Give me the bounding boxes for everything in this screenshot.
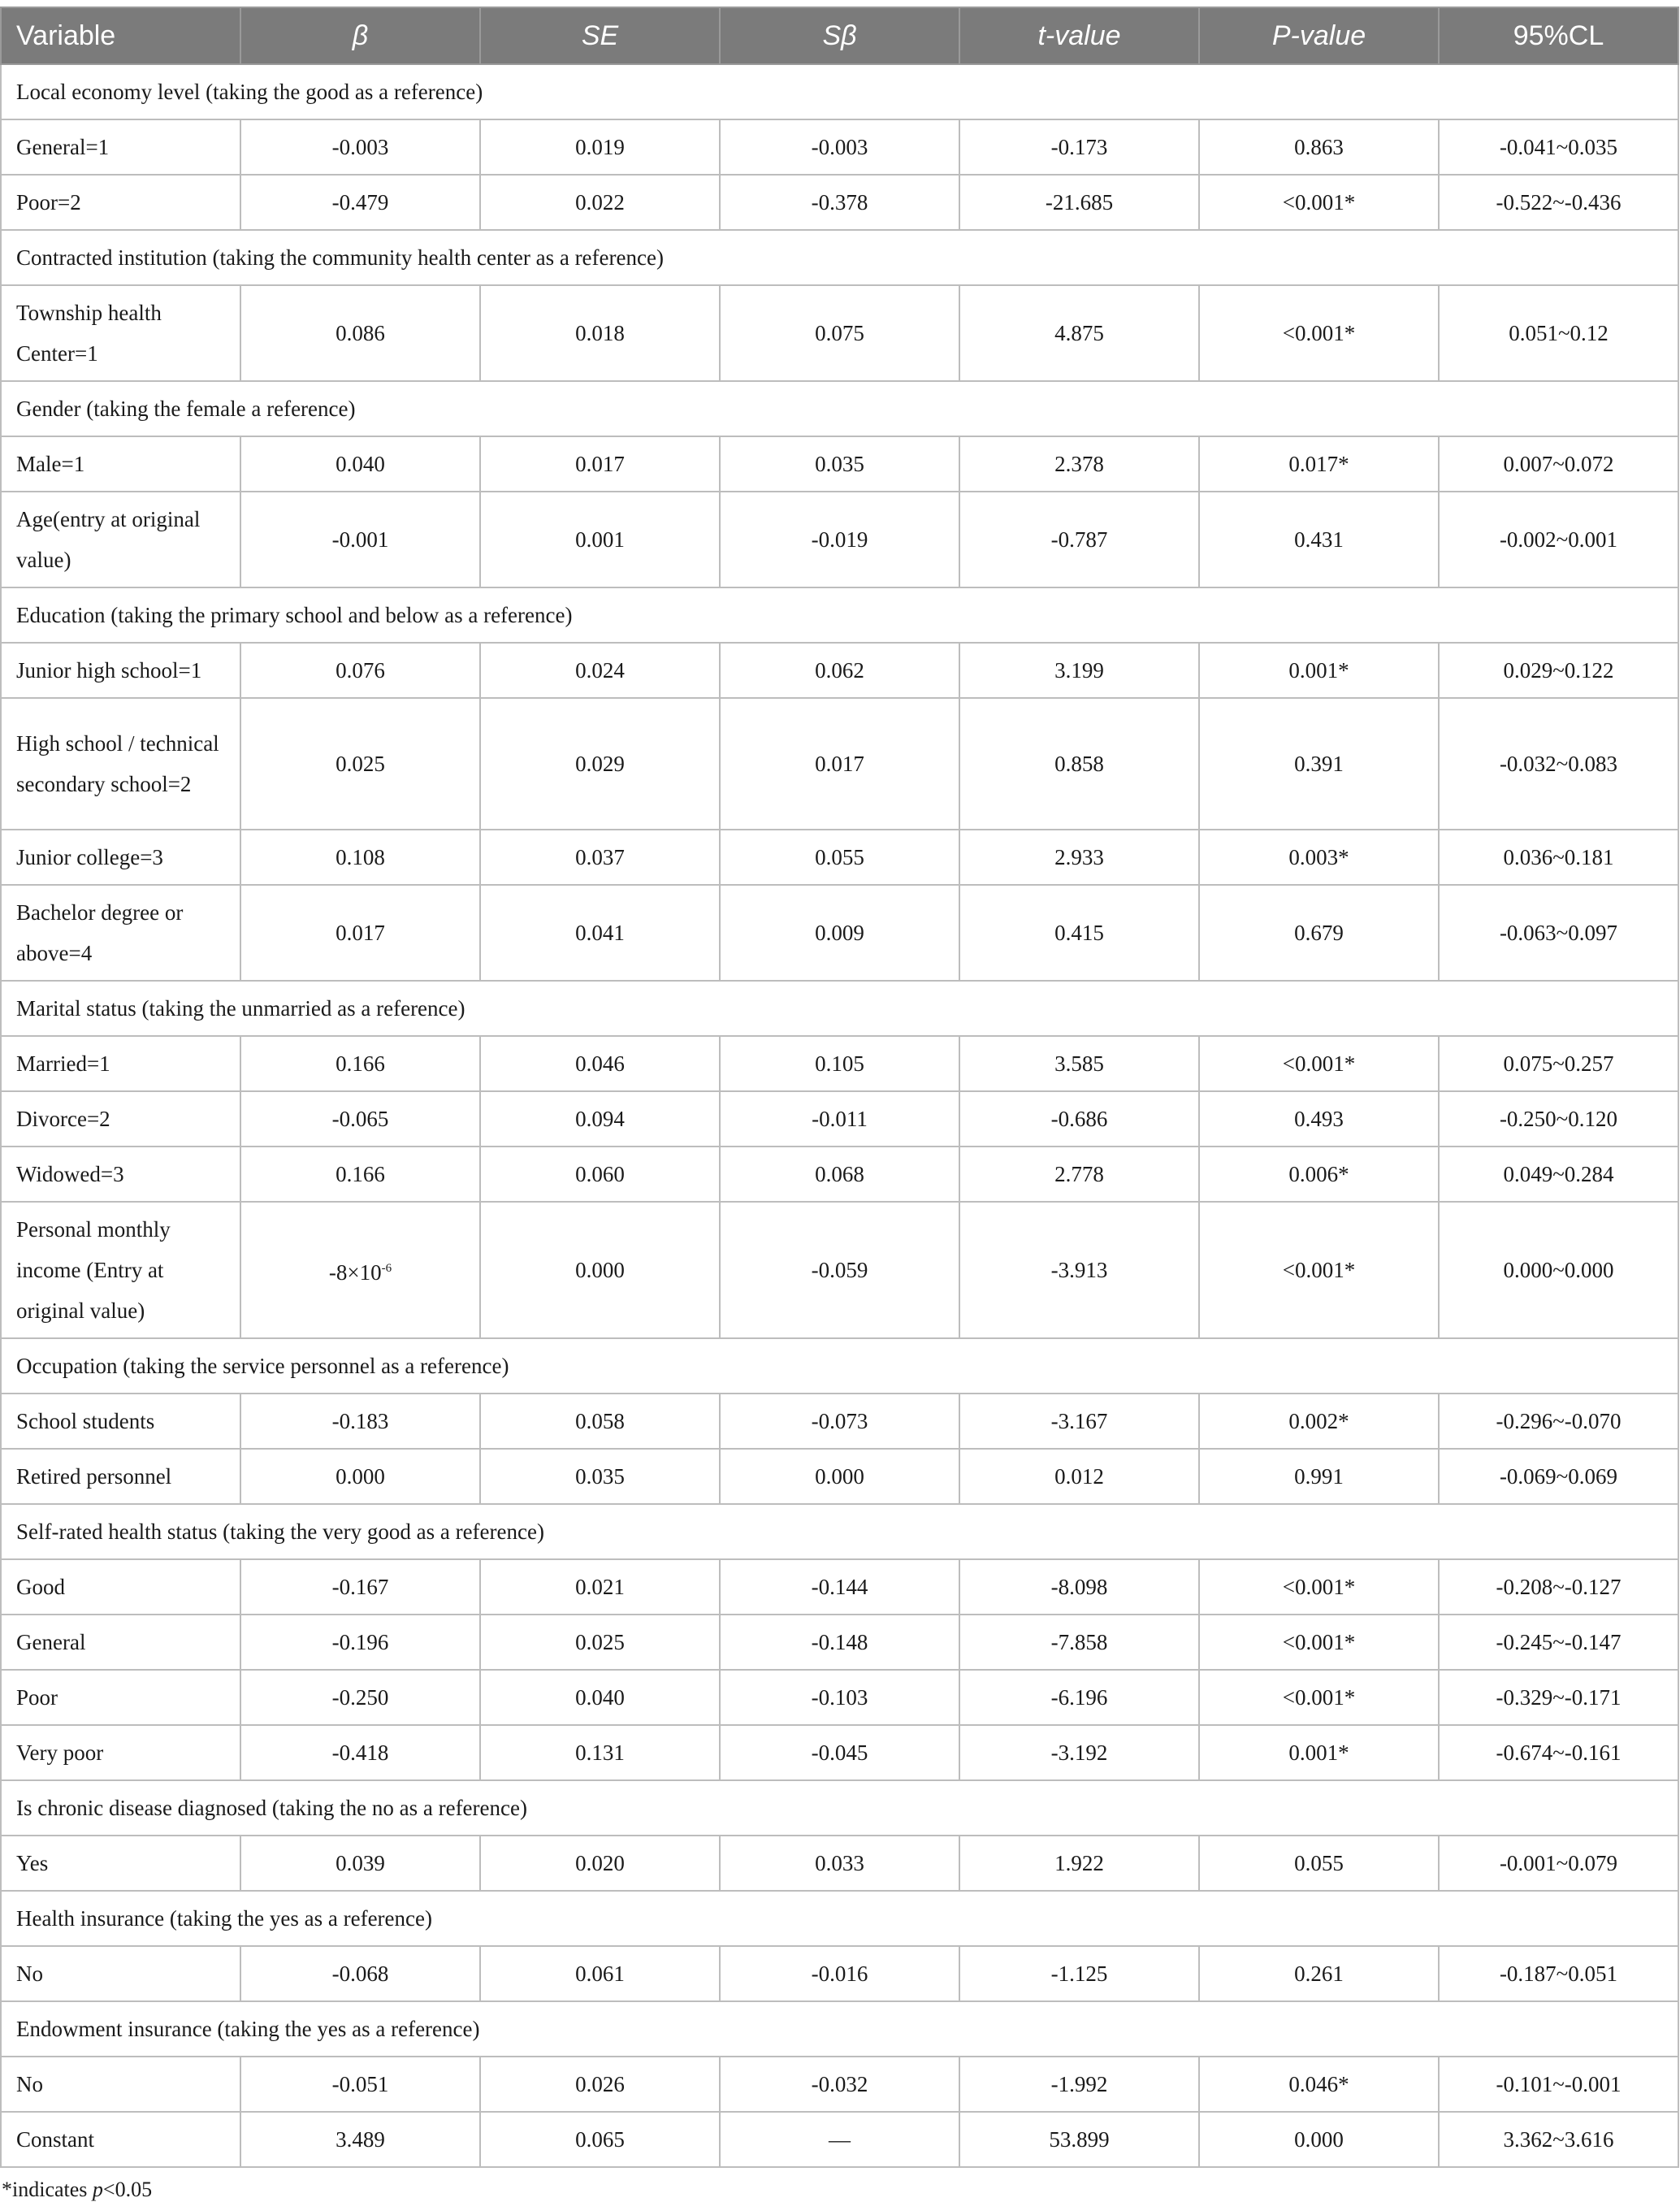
- cell-se: 0.024: [480, 643, 720, 698]
- cell-s-beta: -0.144: [720, 1559, 959, 1615]
- cell-beta: -0.167: [240, 1559, 480, 1615]
- table-row: [1, 436, 1678, 492]
- section-header-row: [1, 1891, 1678, 1946]
- cell-beta: -0.068: [240, 1946, 480, 2001]
- cell-t-value: -8.098: [959, 1559, 1199, 1615]
- cell-p-value: <0.001*: [1199, 175, 1439, 230]
- header-variable: Variable: [1, 7, 240, 64]
- cell-se: 0.026: [480, 2057, 720, 2112]
- cell-ci: 0.029~0.122: [1439, 643, 1678, 698]
- cell-t-value: 2.778: [959, 1147, 1199, 1202]
- row-label: Age(entry at original value): [1, 492, 240, 587]
- row-label: Retired personnel: [1, 1449, 240, 1504]
- cell-ci: -0.250~0.120: [1439, 1091, 1678, 1147]
- cell-p-value: <0.001*: [1199, 1036, 1439, 1091]
- cell-ci: -0.522~-0.436: [1439, 175, 1678, 230]
- row-label: School students: [1, 1394, 240, 1449]
- cell-s-beta: 0.017: [720, 698, 959, 830]
- table-row: [1, 885, 1678, 981]
- row-label: Poor: [1, 1670, 240, 1725]
- cell-t-value: -3.167: [959, 1394, 1199, 1449]
- cell-se: 0.131: [480, 1725, 720, 1780]
- cell-p-value: 0.046*: [1199, 2057, 1439, 2112]
- cell-s-beta: -0.016: [720, 1946, 959, 2001]
- regression-table: [0, 7, 1679, 2168]
- cell-se: 0.061: [480, 1946, 720, 2001]
- cell-se: 0.022: [480, 175, 720, 230]
- section-header-row: [1, 1780, 1678, 1836]
- cell-ci: -0.069~0.069: [1439, 1449, 1678, 1504]
- cell-se: 0.021: [480, 1559, 720, 1615]
- cell-beta: -0.479: [240, 175, 480, 230]
- footnote-suffix: <0.05: [102, 2178, 153, 2201]
- cell-se: 0.058: [480, 1394, 720, 1449]
- cell-t-value: 4.875: [959, 285, 1199, 381]
- cell-s-beta: -0.003: [720, 119, 959, 175]
- cell-beta: -0.003: [240, 119, 480, 175]
- cell-se: 0.001: [480, 492, 720, 587]
- table-row: [1, 1449, 1678, 1504]
- cell-t-value: -21.685: [959, 175, 1199, 230]
- cell-beta: 0.000: [240, 1449, 480, 1504]
- table-row: [1, 698, 1678, 830]
- cell-t-value: -0.173: [959, 119, 1199, 175]
- section-title: Marital status (taking the unmarried as a reference): [1, 981, 1678, 1036]
- header-beta: β: [240, 7, 480, 64]
- cell-s-beta: 0.068: [720, 1147, 959, 1202]
- cell-s-beta: 0.062: [720, 643, 959, 698]
- cell-beta: 0.040: [240, 436, 480, 492]
- cell-p-value: <0.001*: [1199, 1670, 1439, 1725]
- cell-p-value: <0.001*: [1199, 1559, 1439, 1615]
- cell-t-value: 2.378: [959, 436, 1199, 492]
- section-header-row: [1, 381, 1678, 436]
- table-row: [1, 1615, 1678, 1670]
- cell-t-value: -6.196: [959, 1670, 1199, 1725]
- cell-ci: -0.002~0.001: [1439, 492, 1678, 587]
- cell-p-value: <0.001*: [1199, 1202, 1439, 1338]
- section-header-row: [1, 587, 1678, 643]
- cell-t-value: 3.585: [959, 1036, 1199, 1091]
- cell-p-value: 0.391: [1199, 698, 1439, 830]
- table-row: [1, 2057, 1678, 2112]
- cell-p-value: 0.991: [1199, 1449, 1439, 1504]
- table-row: [1, 1559, 1678, 1615]
- table-row: [1, 830, 1678, 885]
- header-s-beta: Sβ: [720, 7, 959, 64]
- cell-s-beta: -0.019: [720, 492, 959, 587]
- cell-ci: -0.101~-0.001: [1439, 2057, 1678, 2112]
- cell-p-value: <0.001*: [1199, 1615, 1439, 1670]
- table-row: [1, 1202, 1678, 1338]
- cell-se: 0.040: [480, 1670, 720, 1725]
- row-label: Poor=2: [1, 175, 240, 230]
- cell-p-value: 0.006*: [1199, 1147, 1439, 1202]
- cell-beta: 0.086: [240, 285, 480, 381]
- cell-p-value: 0.000: [1199, 2112, 1439, 2167]
- section-header-row: [1, 1504, 1678, 1559]
- cell-p-value: 0.055: [1199, 1836, 1439, 1891]
- section-header-row: [1, 1338, 1678, 1394]
- section-title: Health insurance (taking the yes as a reference): [1, 1891, 1678, 1946]
- cell-p-value: 0.863: [1199, 119, 1439, 175]
- cell-beta: -0.065: [240, 1091, 480, 1147]
- table-row: [1, 1725, 1678, 1780]
- cell-p-value: 0.679: [1199, 885, 1439, 981]
- cell-se: 0.065: [480, 2112, 720, 2167]
- row-label: Male=1: [1, 436, 240, 492]
- cell-ci: -0.001~0.079: [1439, 1836, 1678, 1891]
- row-label: Widowed=3: [1, 1147, 240, 1202]
- row-label: Township health Center=1: [1, 285, 240, 381]
- cell-s-beta: 0.000: [720, 1449, 959, 1504]
- cell-se: 0.046: [480, 1036, 720, 1091]
- cell-se: 0.017: [480, 436, 720, 492]
- cell-se: 0.037: [480, 830, 720, 885]
- cell-beta: -0.001: [240, 492, 480, 587]
- cell-p-value: 0.493: [1199, 1091, 1439, 1147]
- cell-beta: 0.076: [240, 643, 480, 698]
- table-row: [1, 1147, 1678, 1202]
- cell-s-beta: 0.033: [720, 1836, 959, 1891]
- cell-ci: -0.032~0.083: [1439, 698, 1678, 830]
- cell-s-beta: 0.075: [720, 285, 959, 381]
- section-title: Local economy level (taking the good as a reference): [1, 64, 1678, 119]
- table-row: [1, 492, 1678, 587]
- cell-p-value: 0.261: [1199, 1946, 1439, 2001]
- cell-p-value: 0.001*: [1199, 1725, 1439, 1780]
- table-header: [1, 7, 1678, 64]
- cell-ci: 0.051~0.12: [1439, 285, 1678, 381]
- section-header-row: [1, 981, 1678, 1036]
- cell-t-value: 0.858: [959, 698, 1199, 830]
- regression-table-container: [0, 7, 1680, 2202]
- cell-se: 0.018: [480, 285, 720, 381]
- cell-p-value: 0.001*: [1199, 643, 1439, 698]
- row-label: Divorce=2: [1, 1091, 240, 1147]
- section-title: Education (taking the primary school and below as a reference): [1, 587, 1678, 643]
- footnote-p: p: [92, 2178, 103, 2201]
- footnote: [2, 2178, 1680, 2202]
- row-label: Very poor: [1, 1725, 240, 1780]
- cell-s-beta: -0.059: [720, 1202, 959, 1338]
- row-label: Married=1: [1, 1036, 240, 1091]
- header-ci: 95%CL: [1439, 7, 1678, 64]
- row-label: No: [1, 2057, 240, 2112]
- cell-ci: -0.329~-0.171: [1439, 1670, 1678, 1725]
- table-row: [1, 1836, 1678, 1891]
- cell-beta: 0.166: [240, 1036, 480, 1091]
- cell-t-value: -7.858: [959, 1615, 1199, 1670]
- table-row: [1, 119, 1678, 175]
- section-header-row: [1, 230, 1678, 285]
- row-label: High school / technical secondary school=2: [1, 698, 240, 830]
- cell-beta: 0.166: [240, 1147, 480, 1202]
- cell-se: 0.041: [480, 885, 720, 981]
- cell-ci: 0.007~0.072: [1439, 436, 1678, 492]
- cell-s-beta: -0.103: [720, 1670, 959, 1725]
- cell-ci: 3.362~3.616: [1439, 2112, 1678, 2167]
- table-row: [1, 1036, 1678, 1091]
- section-header-row: [1, 64, 1678, 119]
- row-label: General=1: [1, 119, 240, 175]
- cell-beta: 3.489: [240, 2112, 480, 2167]
- cell-t-value: -3.913: [959, 1202, 1199, 1338]
- cell-s-beta: -0.045: [720, 1725, 959, 1780]
- cell-se: 0.000: [480, 1202, 720, 1338]
- cell-s-beta: -0.011: [720, 1091, 959, 1147]
- row-label: Junior high school=1: [1, 643, 240, 698]
- cell-se: 0.020: [480, 1836, 720, 1891]
- table-row: [1, 1946, 1678, 2001]
- cell-ci: -0.041~0.035: [1439, 119, 1678, 175]
- table-row: [1, 643, 1678, 698]
- cell-s-beta: -0.073: [720, 1394, 959, 1449]
- table-row: [1, 2112, 1678, 2167]
- cell-t-value: 0.415: [959, 885, 1199, 981]
- cell-beta-base: -8×10: [328, 1259, 382, 1285]
- cell-p-value: 0.003*: [1199, 830, 1439, 885]
- section-title: Self-rated health status (taking the very good as a reference): [1, 1504, 1678, 1559]
- cell-beta: -0.183: [240, 1394, 480, 1449]
- cell-s-beta: 0.035: [720, 436, 959, 492]
- cell-s-beta: -0.378: [720, 175, 959, 230]
- table-row: [1, 175, 1678, 230]
- cell-s-beta: 0.055: [720, 830, 959, 885]
- cell-se: 0.019: [480, 119, 720, 175]
- cell-t-value: -1.125: [959, 1946, 1199, 2001]
- cell-beta: 0.017: [240, 885, 480, 981]
- cell-t-value: -3.192: [959, 1725, 1199, 1780]
- cell-ci: 0.000~0.000: [1439, 1202, 1678, 1338]
- cell-ci: -0.245~-0.147: [1439, 1615, 1678, 1670]
- cell-beta: 0.025: [240, 698, 480, 830]
- cell-se: 0.029: [480, 698, 720, 830]
- cell-ci: -0.674~-0.161: [1439, 1725, 1678, 1780]
- cell-se: 0.094: [480, 1091, 720, 1147]
- row-label: Good: [1, 1559, 240, 1615]
- header-p-value: P-value: [1199, 7, 1439, 64]
- cell-t-value: -1.992: [959, 2057, 1199, 2112]
- cell-ci: 0.036~0.181: [1439, 830, 1678, 885]
- cell-t-value: 2.933: [959, 830, 1199, 885]
- cell-ci: -0.187~0.051: [1439, 1946, 1678, 2001]
- table-body: [1, 64, 1678, 2167]
- section-title: Is chronic disease diagnosed (taking the no as a reference): [1, 1780, 1678, 1836]
- row-label: Junior college=3: [1, 830, 240, 885]
- cell-se: 0.060: [480, 1147, 720, 1202]
- cell-ci: -0.296~-0.070: [1439, 1394, 1678, 1449]
- cell-beta: 0.108: [240, 830, 480, 885]
- section-title: Endowment insurance (taking the yes as a reference): [1, 2001, 1678, 2057]
- table-row: [1, 1394, 1678, 1449]
- section-title: Contracted institution (taking the community health center as a reference): [1, 230, 1678, 285]
- cell-s-beta: -0.148: [720, 1615, 959, 1670]
- cell-beta: -0.418: [240, 1725, 480, 1780]
- cell-t-value: 53.899: [959, 2112, 1199, 2167]
- cell-ci: 0.075~0.257: [1439, 1036, 1678, 1091]
- cell-beta: [240, 1202, 480, 1338]
- cell-s-beta: —: [720, 2112, 959, 2167]
- section-title: Gender (taking the female a reference): [1, 381, 1678, 436]
- cell-se: 0.035: [480, 1449, 720, 1504]
- cell-p-value: 0.017*: [1199, 436, 1439, 492]
- cell-beta: -0.196: [240, 1615, 480, 1670]
- cell-t-value: -0.686: [959, 1091, 1199, 1147]
- cell-beta-exponent: -6: [381, 1261, 392, 1275]
- table-row: [1, 285, 1678, 381]
- row-label: Constant: [1, 2112, 240, 2167]
- cell-s-beta: 0.009: [720, 885, 959, 981]
- cell-ci: 0.049~0.284: [1439, 1147, 1678, 1202]
- cell-beta: 0.039: [240, 1836, 480, 1891]
- cell-s-beta: -0.032: [720, 2057, 959, 2112]
- row-label: Bachelor degree or above=4: [1, 885, 240, 981]
- cell-p-value: 0.431: [1199, 492, 1439, 587]
- cell-s-beta: 0.105: [720, 1036, 959, 1091]
- table-row: [1, 1670, 1678, 1725]
- cell-t-value: 3.199: [959, 643, 1199, 698]
- cell-p-value: 0.002*: [1199, 1394, 1439, 1449]
- row-label: General: [1, 1615, 240, 1670]
- cell-se: 0.025: [480, 1615, 720, 1670]
- cell-t-value: 1.922: [959, 1836, 1199, 1891]
- section-title: Occupation (taking the service personnel as a reference): [1, 1338, 1678, 1394]
- row-label: No: [1, 1946, 240, 2001]
- cell-ci: -0.208~-0.127: [1439, 1559, 1678, 1615]
- footnote-prefix: *indicates: [2, 2178, 93, 2201]
- cell-p-value: <0.001*: [1199, 285, 1439, 381]
- cell-ci: -0.063~0.097: [1439, 885, 1678, 981]
- header-se: SE: [480, 7, 720, 64]
- cell-beta: -0.051: [240, 2057, 480, 2112]
- table-row: [1, 1091, 1678, 1147]
- row-label: Yes: [1, 1836, 240, 1891]
- cell-beta: -0.250: [240, 1670, 480, 1725]
- cell-t-value: -0.787: [959, 492, 1199, 587]
- cell-t-value: 0.012: [959, 1449, 1199, 1504]
- header-t-value: t-value: [959, 7, 1199, 64]
- section-header-row: [1, 2001, 1678, 2057]
- row-label: Personal monthly income (Entry at original value): [1, 1202, 240, 1338]
